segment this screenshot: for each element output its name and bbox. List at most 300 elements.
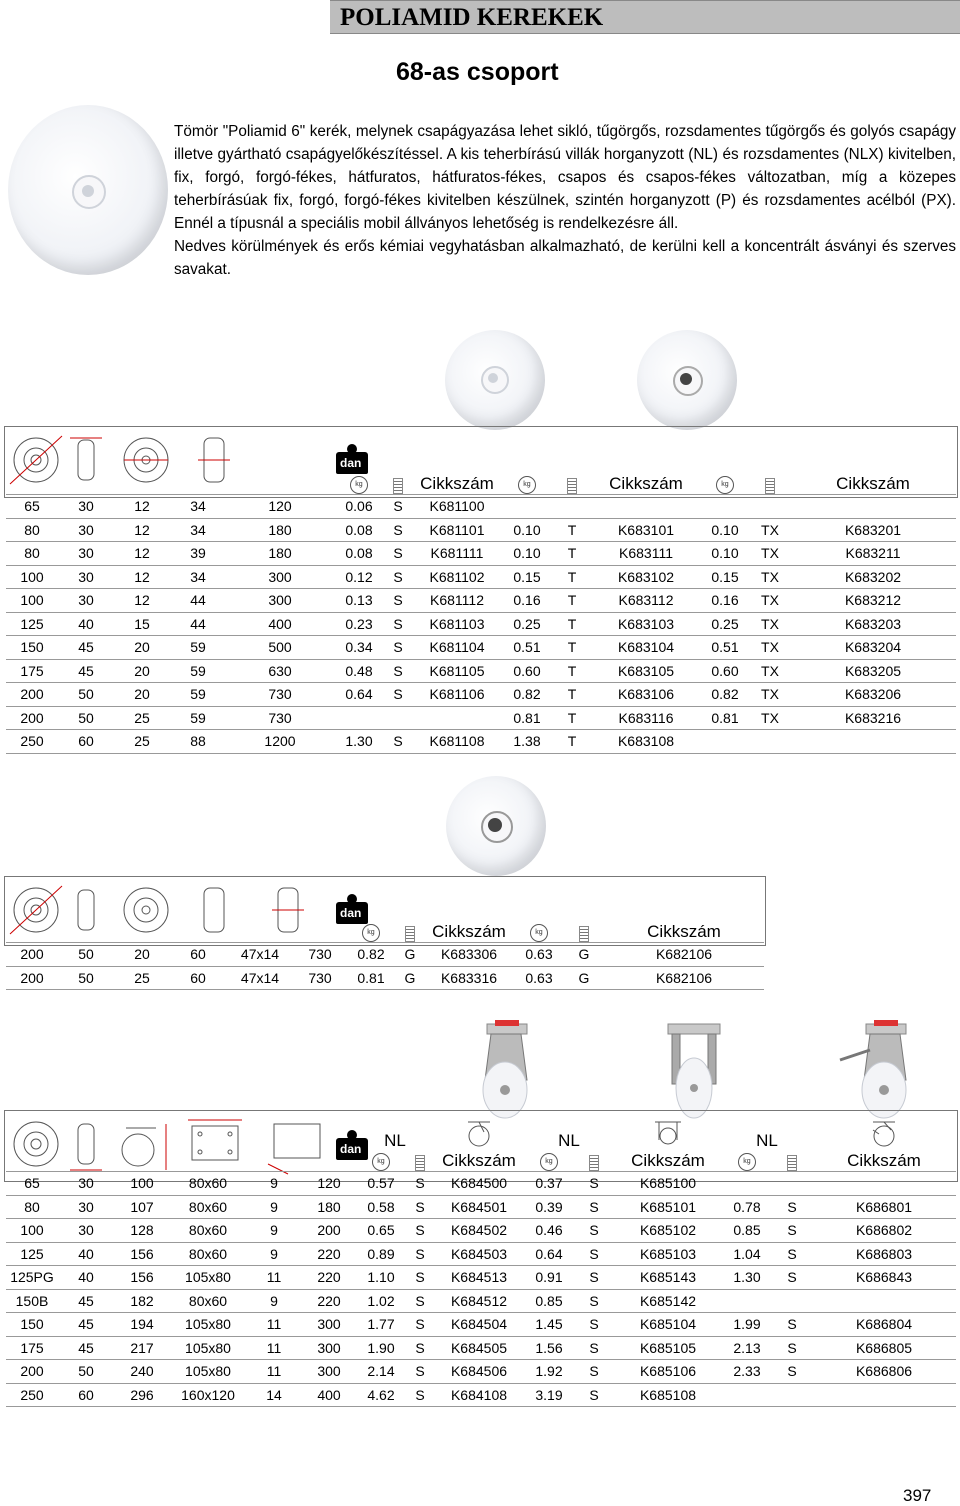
table-cell: 30	[58, 1195, 114, 1219]
table-cell: 120	[302, 1172, 356, 1196]
table-cell: K684501	[434, 1195, 524, 1219]
table-cell: 1.99	[722, 1313, 772, 1337]
table-cell: 100	[114, 1172, 170, 1196]
table-cell: K683212	[790, 589, 956, 613]
table3-row	[6, 1242, 956, 1266]
table-cell: 100	[6, 589, 58, 613]
table-cell: K681100	[412, 495, 502, 519]
table-cell: K683204	[790, 636, 956, 660]
table3-nl-row	[6, 1118, 956, 1151]
table-cell: 730	[226, 706, 334, 730]
table-cell: 34	[170, 495, 226, 519]
table1-row	[6, 612, 956, 636]
table3-col-cikkszam: Cikkszám	[847, 1151, 921, 1170]
table-cell	[812, 1383, 956, 1407]
table-cell: S	[574, 1289, 614, 1313]
table-cell: K684505	[434, 1336, 524, 1360]
table-cell: 105x80	[170, 1313, 246, 1337]
table-cell: K684503	[434, 1242, 524, 1266]
table-cell: 120	[226, 495, 334, 519]
page-title: POLIAMID KEREKEK	[340, 4, 604, 31]
table-cell: T	[552, 730, 592, 754]
table-cell: S	[574, 1172, 614, 1196]
weight-icon: kg	[530, 924, 548, 942]
table-cell: 0.60	[502, 659, 552, 683]
table-cell: 11	[246, 1313, 302, 1337]
table-cell: 12	[114, 495, 170, 519]
description	[174, 120, 956, 281]
table-cell: K681102	[412, 565, 502, 589]
table-cell: 220	[302, 1242, 356, 1266]
table-cell: 0.23	[334, 612, 384, 636]
load-capacity-icon: dan	[332, 442, 372, 476]
table-cell: 175	[6, 1336, 58, 1360]
table-cell: K683103	[592, 612, 700, 636]
table-cell: K683216	[790, 706, 956, 730]
table-cell: 300	[226, 589, 334, 613]
table-cell: 200	[302, 1219, 356, 1243]
table-cell: 0.63	[514, 943, 564, 967]
table-cell: 30	[58, 1172, 114, 1196]
table3-row	[6, 1195, 956, 1219]
wheel-image-main	[8, 105, 168, 275]
table-cell: S	[772, 1336, 812, 1360]
table-cell: S	[406, 1266, 434, 1290]
table-cell: 9	[246, 1219, 302, 1243]
table-cell: K686843	[812, 1266, 956, 1290]
table-cell: 0.85	[524, 1289, 574, 1313]
table-cell: 0.81	[700, 706, 750, 730]
table-cell: 3.19	[524, 1383, 574, 1407]
table-cell: K686804	[812, 1313, 956, 1337]
table-cell: 9	[246, 1289, 302, 1313]
table-cell: 44	[170, 589, 226, 613]
table3-header-row	[6, 1151, 956, 1172]
table-cell: K683104	[592, 636, 700, 660]
table-cell: 25	[114, 730, 170, 754]
table-cell: 40	[58, 612, 114, 636]
table-cell: 11	[246, 1360, 302, 1384]
table-cell: S	[772, 1360, 812, 1384]
table-cell: 200	[6, 706, 58, 730]
table-cell: K683101	[592, 518, 700, 542]
table-cell: S	[574, 1336, 614, 1360]
table-cell: 105x80	[170, 1336, 246, 1360]
table-cell: 20	[114, 683, 170, 707]
table-cell: 125PG	[6, 1266, 58, 1290]
table-cell: 0.82	[700, 683, 750, 707]
table-cell: 128	[114, 1219, 170, 1243]
table1-row	[6, 683, 956, 707]
table-cell: S	[406, 1172, 434, 1196]
table-cell: 200	[6, 943, 58, 967]
table-cell: S	[384, 683, 412, 707]
table-cell: 0.46	[524, 1219, 574, 1243]
table-cell: 0.51	[502, 636, 552, 660]
table-cell: 1.30	[334, 730, 384, 754]
table-cell: 39	[170, 542, 226, 566]
wheel-image-plain-bore	[445, 330, 545, 430]
table-cell: K685142	[614, 1289, 722, 1313]
table-cell	[412, 706, 502, 730]
table-cell: K681111	[412, 542, 502, 566]
table-cell: K681103	[412, 612, 502, 636]
table-cell: 0.10	[700, 518, 750, 542]
swivel-caster-image	[465, 1020, 545, 1120]
table-cell: 60	[170, 943, 226, 967]
table-cell	[772, 1289, 812, 1313]
table-cell: 0.25	[700, 612, 750, 636]
table-cell: S	[772, 1219, 812, 1243]
table3-row	[6, 1266, 956, 1290]
table-cell: K686806	[812, 1360, 956, 1384]
table1-row	[6, 542, 956, 566]
table-cell: 0.08	[334, 542, 384, 566]
table3	[6, 1118, 956, 1407]
table-cell: K683316	[424, 966, 514, 990]
table-cell: K685105	[614, 1336, 722, 1360]
bearing-icon	[405, 926, 415, 942]
table-cell: 250	[6, 730, 58, 754]
table-cell: 730	[294, 943, 346, 967]
table-cell: 1.45	[524, 1313, 574, 1337]
table-cell: K681101	[412, 518, 502, 542]
table-cell: 0.10	[502, 518, 552, 542]
table-cell: 175	[6, 659, 58, 683]
table2-row	[6, 966, 764, 990]
table-cell: 0.81	[502, 706, 552, 730]
table-cell: G	[564, 966, 604, 990]
table-cell: 0.39	[524, 1195, 574, 1219]
table-cell: 80	[6, 542, 58, 566]
table-cell	[700, 495, 750, 519]
table-cell: 34	[170, 518, 226, 542]
table-cell: 45	[58, 636, 114, 660]
table-cell: 240	[114, 1360, 170, 1384]
table-cell: 0.15	[502, 565, 552, 589]
table-cell: 200	[6, 683, 58, 707]
table-cell: TX	[750, 706, 790, 730]
table-cell: 0.25	[502, 612, 552, 636]
bearing-icon	[393, 478, 403, 494]
table-cell: 250	[6, 1383, 58, 1407]
table-cell: K685104	[614, 1313, 722, 1337]
table-cell: K686803	[812, 1242, 956, 1266]
table-cell: S	[384, 542, 412, 566]
table-cell: 34	[170, 565, 226, 589]
table-cell: TX	[750, 518, 790, 542]
table-cell: S	[772, 1313, 812, 1337]
table-cell: 300	[302, 1360, 356, 1384]
table-cell	[722, 1172, 772, 1196]
wheel-image-ball-bearing	[446, 776, 546, 876]
table-cell: K684512	[434, 1289, 524, 1313]
table-cell: 60	[170, 966, 226, 990]
table1-row	[6, 495, 956, 519]
table3-row	[6, 1313, 956, 1337]
table-cell: 0.10	[502, 542, 552, 566]
table3-col-cikkszam: Cikkszám	[442, 1151, 516, 1170]
table-cell: 80	[6, 518, 58, 542]
table-cell: T	[552, 612, 592, 636]
weight-icon: kg	[362, 924, 380, 942]
table-cell: 40	[58, 1266, 114, 1290]
table-cell: K683105	[592, 659, 700, 683]
table-cell: 80x60	[170, 1195, 246, 1219]
table-cell: 45	[58, 1313, 114, 1337]
table1	[6, 474, 956, 754]
weight-icon: kg	[716, 476, 734, 494]
table-cell: K683102	[592, 565, 700, 589]
table-cell: K681105	[412, 659, 502, 683]
table1-row	[6, 730, 956, 754]
table-cell: 80x60	[170, 1219, 246, 1243]
table-cell: K683206	[790, 683, 956, 707]
table-cell: 9	[246, 1172, 302, 1196]
table2-col-cikkszam: Cikkszám	[647, 922, 721, 941]
table-cell: S	[406, 1313, 434, 1337]
table-cell: 50	[58, 966, 114, 990]
table-cell: 50	[58, 683, 114, 707]
table-cell: 50	[58, 1360, 114, 1384]
table2-row	[6, 943, 764, 967]
table-cell: K684506	[434, 1360, 524, 1384]
table-cell: 59	[170, 706, 226, 730]
table-cell: S	[406, 1219, 434, 1243]
table-cell: K683108	[592, 730, 700, 754]
table-cell: 150	[6, 636, 58, 660]
table-cell	[750, 495, 790, 519]
title-banner	[330, 0, 960, 34]
table-cell: K682106	[604, 943, 764, 967]
table-cell: S	[384, 589, 412, 613]
table-cell: S	[574, 1360, 614, 1384]
table-cell: T	[552, 683, 592, 707]
table-cell: 4.62	[356, 1383, 406, 1407]
table-cell: 1.90	[356, 1336, 406, 1360]
table-cell	[772, 1172, 812, 1196]
table-cell: 0.64	[524, 1242, 574, 1266]
table1-col-cikkszam: Cikkszám	[420, 474, 494, 493]
table-cell: 50	[58, 943, 114, 967]
table-cell: 15	[114, 612, 170, 636]
table-cell: 12	[114, 518, 170, 542]
table-cell: 0.78	[722, 1195, 772, 1219]
table-cell	[790, 495, 956, 519]
table-cell: 0.81	[346, 966, 396, 990]
table-cell: 730	[226, 683, 334, 707]
table-cell: 9	[246, 1242, 302, 1266]
table-cell: S	[772, 1195, 812, 1219]
table1-col-cikkszam: Cikkszám	[609, 474, 683, 493]
fixed-caster-image	[654, 1022, 734, 1122]
table-cell: 125	[6, 612, 58, 636]
table-cell: 12	[114, 565, 170, 589]
table-cell	[790, 730, 956, 754]
weight-icon: kg	[350, 476, 368, 494]
table-cell: 0.06	[334, 495, 384, 519]
table-cell: 2.14	[356, 1360, 406, 1384]
table-cell: 182	[114, 1289, 170, 1313]
table-cell: 0.82	[346, 943, 396, 967]
table-cell: S	[384, 730, 412, 754]
table-cell: S	[406, 1336, 434, 1360]
table-cell: 88	[170, 730, 226, 754]
table-cell: 47x14	[226, 943, 294, 967]
table-cell: 1.02	[356, 1289, 406, 1313]
table-cell: 194	[114, 1313, 170, 1337]
table-cell: 9	[246, 1195, 302, 1219]
table-cell: K682106	[604, 966, 764, 990]
table1-row	[6, 565, 956, 589]
table-cell: K683205	[790, 659, 956, 683]
table-cell: T	[552, 706, 592, 730]
table-cell: 220	[302, 1266, 356, 1290]
table-cell	[700, 730, 750, 754]
table-cell: 0.37	[524, 1172, 574, 1196]
table-cell: 40	[58, 1242, 114, 1266]
table-cell: 0.10	[700, 542, 750, 566]
table-cell: T	[552, 636, 592, 660]
table2-header-row	[6, 922, 764, 943]
table-cell: K685101	[614, 1195, 722, 1219]
bearing-icon	[765, 478, 775, 494]
table-cell: G	[564, 943, 604, 967]
table-cell: 2.33	[722, 1360, 772, 1384]
table-cell: S	[772, 1266, 812, 1290]
bearing-icon	[787, 1155, 797, 1171]
table-cell: 20	[114, 943, 170, 967]
table-cell: TX	[750, 683, 790, 707]
table-cell: TX	[750, 542, 790, 566]
table-cell: 1.92	[524, 1360, 574, 1384]
table-cell: 0.51	[700, 636, 750, 660]
table2	[6, 922, 764, 990]
table-cell: 0.48	[334, 659, 384, 683]
table-cell: 156	[114, 1266, 170, 1290]
table-cell: 0.16	[700, 589, 750, 613]
table-cell: 1.30	[722, 1266, 772, 1290]
page-number: 397	[903, 1486, 932, 1505]
table-cell	[812, 1289, 956, 1313]
table-cell: 150B	[6, 1289, 58, 1313]
weight-icon: kg	[738, 1153, 756, 1171]
table-cell: S	[574, 1313, 614, 1337]
table-cell: S	[384, 518, 412, 542]
table-cell: 60	[58, 730, 114, 754]
table-cell: 0.82	[502, 683, 552, 707]
table-cell: 1.77	[356, 1313, 406, 1337]
table-cell: 160x120	[170, 1383, 246, 1407]
table-cell: K685103	[614, 1242, 722, 1266]
table1-col-cikkszam: Cikkszám	[836, 474, 910, 493]
table-cell: S	[406, 1289, 434, 1313]
table-cell	[772, 1383, 812, 1407]
table-cell	[592, 495, 700, 519]
table-cell: 0.58	[356, 1195, 406, 1219]
table-cell: 1200	[226, 730, 334, 754]
table-cell: K684500	[434, 1172, 524, 1196]
table-cell: 0.57	[356, 1172, 406, 1196]
table-cell: 45	[58, 659, 114, 683]
table-cell: S	[574, 1383, 614, 1407]
table-cell: TX	[750, 659, 790, 683]
table-cell: S	[406, 1383, 434, 1407]
table-cell: 100	[6, 1219, 58, 1243]
load-capacity-icon: dan	[332, 892, 372, 926]
table-cell: 200	[6, 1360, 58, 1384]
table-cell: K683211	[790, 542, 956, 566]
table-cell: S	[384, 659, 412, 683]
table-cell: 0.13	[334, 589, 384, 613]
table-cell: 45	[58, 1289, 114, 1313]
table-cell: G	[396, 966, 424, 990]
table-cell: K684502	[434, 1219, 524, 1243]
table-cell	[812, 1172, 956, 1196]
table-cell: 12	[114, 542, 170, 566]
table-cell: 180	[226, 518, 334, 542]
table-cell: 300	[302, 1313, 356, 1337]
table-cell: 1.38	[502, 730, 552, 754]
table-cell: 11	[246, 1266, 302, 1290]
table-cell: 105x80	[170, 1266, 246, 1290]
bearing-icon	[415, 1155, 425, 1171]
table-cell: 0.89	[356, 1242, 406, 1266]
table-cell: 107	[114, 1195, 170, 1219]
table-cell: K685108	[614, 1383, 722, 1407]
table-cell: K686805	[812, 1336, 956, 1360]
table-cell: 150	[6, 1313, 58, 1337]
table-cell: 200	[6, 966, 58, 990]
load-capacity-icon: dan	[332, 1128, 372, 1162]
table-cell: 20	[114, 636, 170, 660]
table1-row	[6, 659, 956, 683]
table-cell: 80x60	[170, 1242, 246, 1266]
table-cell: 400	[302, 1383, 356, 1407]
table-cell: TX	[750, 565, 790, 589]
weight-icon: kg	[372, 1153, 390, 1171]
table-cell: 2.13	[722, 1336, 772, 1360]
table-cell: 60	[58, 1383, 114, 1407]
table-cell: K683201	[790, 518, 956, 542]
table-cell: 50	[58, 706, 114, 730]
table1-header-row	[6, 474, 956, 495]
table-cell: 20	[114, 659, 170, 683]
table-cell: S	[406, 1242, 434, 1266]
table-cell: K684513	[434, 1266, 524, 1290]
table-cell: K683203	[790, 612, 956, 636]
table-cell: 0.15	[700, 565, 750, 589]
table-cell: 0.34	[334, 636, 384, 660]
table-cell: 30	[58, 1219, 114, 1243]
weight-icon: kg	[518, 476, 536, 494]
swivel-brake-fork-icon	[867, 1118, 901, 1148]
fixed-fork-icon	[651, 1118, 685, 1148]
table-cell: 11	[246, 1336, 302, 1360]
table-cell: S	[574, 1195, 614, 1219]
table-cell: S	[384, 612, 412, 636]
table-cell: 300	[226, 565, 334, 589]
table-cell: 47x14	[226, 966, 294, 990]
table-cell: 217	[114, 1336, 170, 1360]
table-cell: 180	[302, 1195, 356, 1219]
table-cell: S	[574, 1242, 614, 1266]
table-cell: 0.85	[722, 1219, 772, 1243]
table-cell	[722, 1289, 772, 1313]
table-cell: S	[772, 1242, 812, 1266]
table-cell: 59	[170, 659, 226, 683]
table-cell: 25	[114, 966, 170, 990]
